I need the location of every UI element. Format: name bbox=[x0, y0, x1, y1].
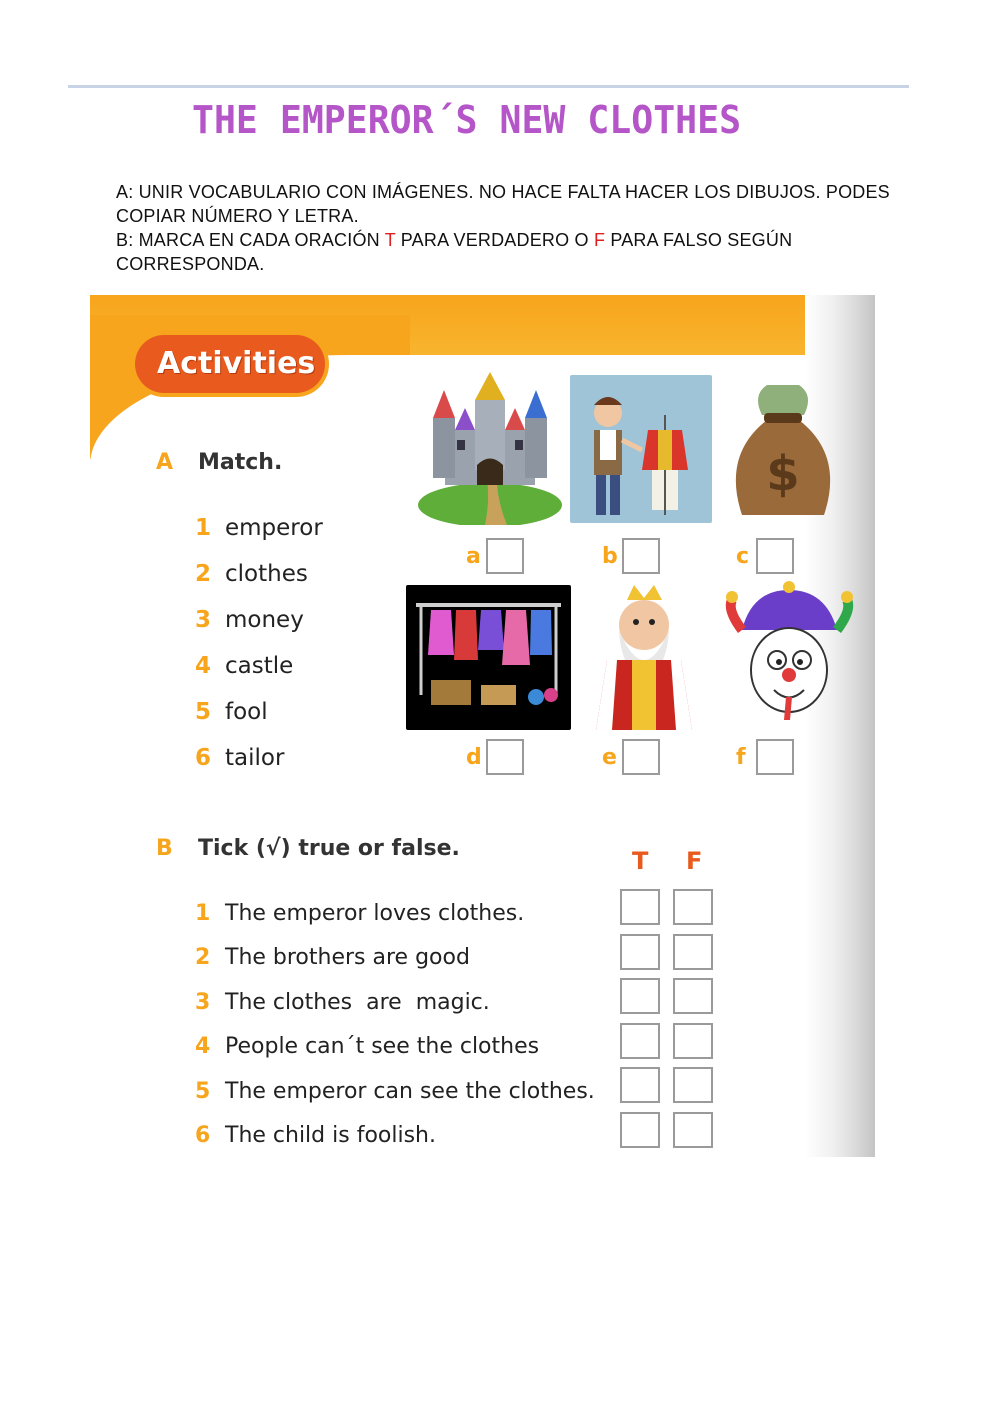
statement-text: The brothers are good bbox=[225, 945, 470, 971]
vocab-word: clothes bbox=[225, 561, 308, 587]
statement-number: 3 bbox=[195, 989, 211, 1015]
vocab-number: 5 bbox=[195, 699, 212, 725]
answer-box-a[interactable] bbox=[486, 538, 524, 574]
false-checkbox[interactable] bbox=[673, 1112, 713, 1148]
vocab-item bbox=[195, 551, 323, 597]
vocab-word: money bbox=[225, 607, 304, 633]
jester-picture bbox=[722, 575, 857, 737]
section-b-letter: B bbox=[156, 836, 173, 861]
statement-number: 5 bbox=[195, 1078, 211, 1104]
emperor-picture bbox=[572, 580, 717, 735]
statement-number: 6 bbox=[195, 1123, 211, 1149]
false-checkbox[interactable] bbox=[673, 934, 713, 970]
vocab-number: 1 bbox=[195, 515, 212, 541]
false-checkbox[interactable] bbox=[673, 1023, 713, 1059]
vocab-item bbox=[195, 597, 323, 643]
answer-box-f[interactable] bbox=[756, 739, 794, 775]
statement-item bbox=[195, 936, 595, 981]
true-checkbox[interactable] bbox=[620, 934, 660, 970]
true-checkbox[interactable] bbox=[620, 1067, 660, 1103]
section-a-heading: Match. bbox=[198, 450, 283, 475]
answer-box-b[interactable] bbox=[622, 538, 660, 574]
svg-text:$: $ bbox=[766, 446, 800, 502]
statement-item bbox=[195, 1114, 595, 1158]
answer-box-c[interactable] bbox=[756, 538, 794, 574]
true-checkbox[interactable] bbox=[620, 1112, 660, 1148]
tailor-picture bbox=[570, 375, 712, 523]
vocab-word: tailor bbox=[225, 745, 285, 771]
statement-text: The clothes are magic. bbox=[225, 989, 490, 1015]
castle-picture bbox=[415, 370, 565, 525]
activities-sheet bbox=[90, 295, 875, 1157]
answer-a[interactable]: a bbox=[466, 538, 524, 574]
statement-number: 1 bbox=[195, 900, 211, 926]
statement-item bbox=[195, 1025, 595, 1070]
answer-b[interactable]: b bbox=[602, 538, 660, 574]
instructions bbox=[116, 180, 896, 276]
false-checkbox[interactable] bbox=[673, 978, 713, 1014]
vocab-item bbox=[195, 689, 323, 735]
vocab-item bbox=[195, 505, 323, 551]
vocab-word: castle bbox=[225, 653, 294, 679]
true-checkbox[interactable] bbox=[620, 889, 660, 925]
top-divider bbox=[68, 85, 909, 88]
money-bag-picture bbox=[722, 375, 844, 525]
statement-number: 4 bbox=[195, 1034, 211, 1060]
statement-item bbox=[195, 980, 595, 1025]
instruction-b: B: MARCA EN CADA ORACIÓN T PARA VERDADERO O F PARA FALSO SEGÚN CORRESPONDA. bbox=[116, 230, 793, 274]
statement-item bbox=[195, 891, 595, 936]
false-column-header: F bbox=[686, 847, 703, 875]
section-b-heading: Tick (√) true or false. bbox=[198, 836, 460, 861]
clothes-rack-picture bbox=[406, 585, 571, 730]
vocab-number: 4 bbox=[195, 653, 212, 679]
false-checkbox[interactable] bbox=[673, 1067, 713, 1103]
vocab-word: fool bbox=[225, 699, 268, 725]
false-checkbox[interactable] bbox=[673, 889, 713, 925]
answer-box-d[interactable] bbox=[486, 739, 524, 775]
answer-e[interactable]: e bbox=[602, 739, 660, 775]
vocab-list bbox=[195, 505, 323, 781]
answer-f[interactable]: f bbox=[736, 739, 794, 775]
vocab-number: 3 bbox=[195, 607, 212, 633]
activities-badge: Activities bbox=[135, 335, 325, 393]
statement-text: The emperor loves clothes. bbox=[225, 900, 525, 926]
answer-d[interactable]: d bbox=[466, 739, 524, 775]
true-checkbox[interactable] bbox=[620, 978, 660, 1014]
vocab-item bbox=[195, 735, 323, 781]
vocab-number: 2 bbox=[195, 561, 212, 587]
vocab-number: 6 bbox=[195, 745, 212, 771]
answer-c[interactable]: c bbox=[736, 538, 794, 574]
true-column-header: T bbox=[632, 847, 649, 875]
statement-text: The emperor can see the clothes. bbox=[225, 1078, 595, 1104]
statement-number: 2 bbox=[195, 945, 211, 971]
statement-item bbox=[195, 1069, 595, 1114]
section-a-letter: A bbox=[156, 450, 174, 475]
page-title: THE EMPEROR´S NEW CLOTHES bbox=[192, 98, 742, 142]
instruction-a: A: UNIR VOCABULARIO CON IMÁGENES. NO HACE FALTA HACER LOS DIBUJOS. PODES COPIAR NÚMERO Y LETRA. bbox=[116, 182, 890, 226]
statement-list bbox=[195, 891, 595, 1157]
statement-text: People can´t see the clothes bbox=[225, 1034, 540, 1060]
vocab-word: emperor bbox=[225, 515, 323, 541]
statement-text: The child is foolish. bbox=[225, 1123, 436, 1149]
answer-box-e[interactable] bbox=[622, 739, 660, 775]
true-checkbox[interactable] bbox=[620, 1023, 660, 1059]
vocab-item bbox=[195, 643, 323, 689]
